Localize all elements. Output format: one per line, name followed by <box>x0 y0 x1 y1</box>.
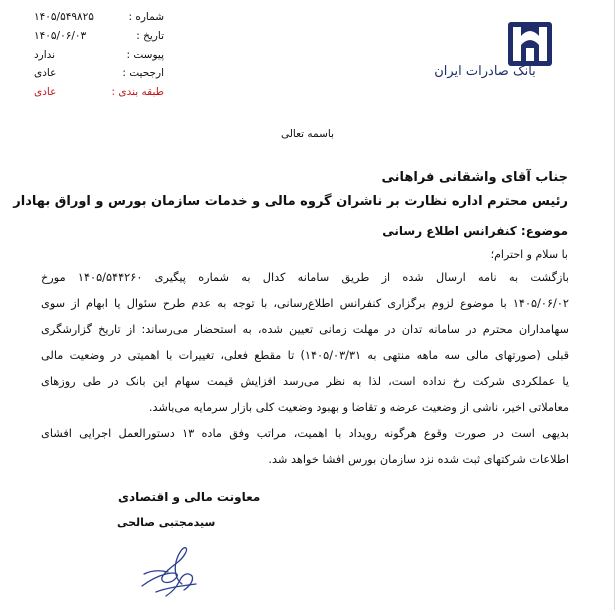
meta-date <box>34 27 164 46</box>
addressee-name: جناب آقای واشقانی فراهانی <box>381 170 568 185</box>
signatory-name: سیدمجتبی صالحی <box>117 516 216 529</box>
meta-attachment <box>34 45 164 64</box>
meta-label: پیوست : <box>126 48 164 61</box>
meta-number <box>34 8 164 27</box>
meta-value: عادی <box>34 67 57 80</box>
meta-priority <box>34 64 164 83</box>
letter-meta <box>34 8 164 101</box>
body-line: بدیهی است در صورت وقوع هرگونه رویداد با اهمیت، مراتب وفق ماده ۱۳ دستورالعمل اجرایی افشای <box>41 427 569 440</box>
meta-label: ارجحیت : <box>122 67 164 80</box>
bismillah: باسمه تعالی <box>280 128 335 140</box>
meta-value: ندارد <box>34 48 56 61</box>
body-line: سهامداران محترم در سامانه تدان در مهلت زمانی تعیین شده، به استحضار می‌رساند: از تاریخ گزارشگری <box>41 323 569 336</box>
greeting: با سلام و احترام؛ <box>490 248 568 261</box>
bank-logo-icon <box>440 18 555 92</box>
body-line: اطلاعات شرکتهای ثبت شده نزد سازمان بورس افشا خواهد شد. <box>268 453 569 466</box>
meta-classification <box>34 83 164 102</box>
letter-body <box>41 265 569 473</box>
meta-value: ۱۴۰۵/۰۶/۰۳ <box>34 30 87 43</box>
body-line: ۱۴۰۵/۰۶/۰۲ با موضوع لزوم برگزاری کنفرانس اطلاع‌رسانی، با توجه به عدم طرح سئوال یا ابهام از سوی <box>41 297 569 310</box>
body-line: قبلی (صورتهای مالی سه ماهه منتهی به ۱۴۰۵/۰۳/۳۱) تا مقطع فعلی، تغییرات با اهمیتی در وضعیت مالی <box>41 349 569 362</box>
body-line: یا عملکردی شرکت رخ نداده است، لذا به نظر می‌رسد افزایش قیمت سهام این بانک در طی روزهای <box>41 375 569 388</box>
handwritten-signature-icon <box>136 540 206 602</box>
meta-value: عادی <box>34 86 57 99</box>
bank-name: بانک صادرات ایران <box>434 64 536 79</box>
meta-label: تاریخ : <box>136 30 164 43</box>
meta-label: طبقه بندی : <box>111 86 164 99</box>
body-line: معاملاتی اخیر، ناشی از وضعیت عرضه و تقاضا و بهبود وضعیت کلی بازار سرمایه می‌باشد. <box>148 401 569 414</box>
meta-value: ۱۴۰۵/۵۴۹۸۲۵ <box>34 11 94 24</box>
meta-label: شماره : <box>128 11 164 24</box>
letter-subject: موضوع: کنفرانس اطلاع رسانی <box>382 224 568 238</box>
body-line: بازگشت به نامه ارسال شده از طریق سامانه کدال به شماره پیگیری ۱۴۰۵/۵۴۴۲۶۰ مورخ <box>41 271 569 284</box>
signatory-title: معاونت مالی و اقتصادی <box>118 490 261 504</box>
addressee-title: رئیس محترم اداره نظارت بر ناشران گروه مالی و خدمات سازمان بورس و اوراق بهادار <box>13 194 568 209</box>
